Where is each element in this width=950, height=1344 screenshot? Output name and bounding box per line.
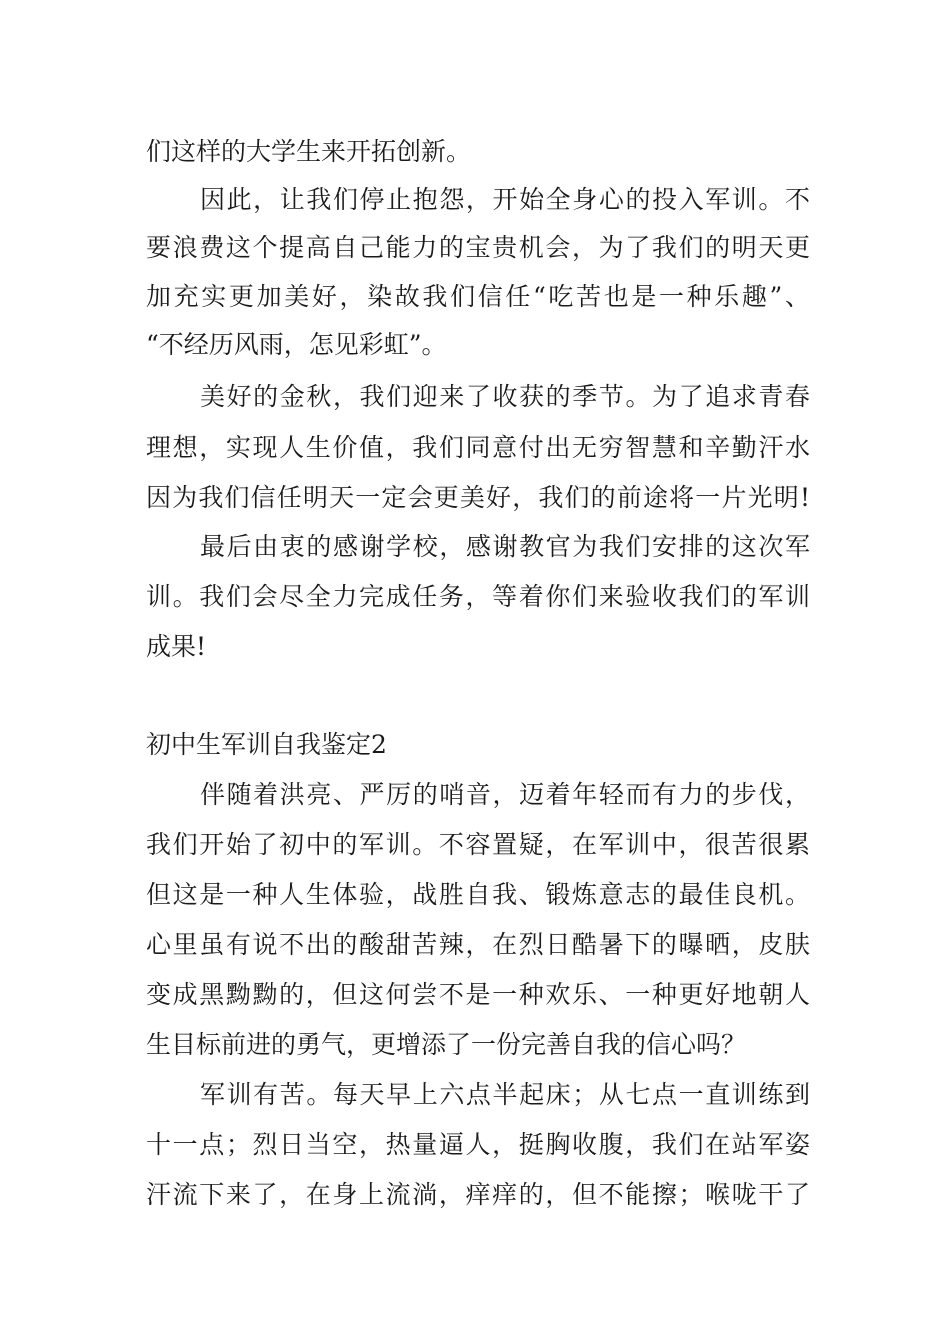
paragraph-line: 十一点；烈日当空，热量逼人，挺胸收腹，我们在站军姿 xyxy=(146,1130,810,1159)
paragraph-line: 军训有苦。每天早上六点半起床；从七点一直训练到 xyxy=(200,1080,810,1109)
paragraph-line: 汗流下来了，在身上流淌，痒痒的，但不能擦；喉咙干了 xyxy=(146,1180,810,1209)
paragraph-line: 因此，让我们停止抱怨，开始全身心的投入军训。不 xyxy=(200,185,810,214)
paragraph-line: 成果! xyxy=(146,632,207,661)
paragraph-line: 因为我们信任明天一定会更美好，我们的前途将一片光明! xyxy=(146,483,810,512)
paragraph-line: 最后由衷的感谢学校，感谢教官为我们安排的这次军 xyxy=(200,532,810,561)
paragraph-line: 们这样的大学生来开拓创新。 xyxy=(146,137,472,166)
paragraph-line: 伴随着洪亮、严厉的哨音，迈着年轻而有力的步伐， xyxy=(200,780,810,809)
paragraph-line: 训。我们会尽全力完成任务，等着你们来验收我们的军训 xyxy=(146,582,810,611)
paragraph-line: 变成黑黝黝的，但这何尝不是一种欢乐、一种更好地朝人 xyxy=(146,980,810,1009)
paragraph-line: 但这是一种人生体验，战胜自我、锻炼意志的最佳良机。 xyxy=(146,880,810,909)
paragraph-line: 加充实更加美好，染故我们信任“吃苦也是一种乐趣”、 xyxy=(146,282,810,311)
paragraph-line: 我们开始了初中的军训。不容置疑，在军训中，很苦很累 xyxy=(146,830,810,859)
paragraph-line: 要浪费这个提高自己能力的宝贵机会，为了我们的明天更 xyxy=(146,233,810,262)
paragraph-line: 生目标前进的勇气，更增添了一份完善自我的信心吗？ xyxy=(146,1030,747,1059)
section-heading: 初中生军训自我鉴定2 xyxy=(146,730,387,759)
paragraph-line: 心里虽有说不出的酸甜苦辣，在烈日酷暑下的曝晒，皮肤 xyxy=(146,930,810,959)
paragraph-line: 理想，实现人生价值，我们同意付出无穷智慧和辛勤汗水 xyxy=(146,433,810,462)
paragraph-line: “不经历风雨，怎见彩虹”。 xyxy=(146,330,447,359)
paragraph-line: 美好的金秋，我们迎来了收获的季节。为了追求青春 xyxy=(200,382,810,411)
